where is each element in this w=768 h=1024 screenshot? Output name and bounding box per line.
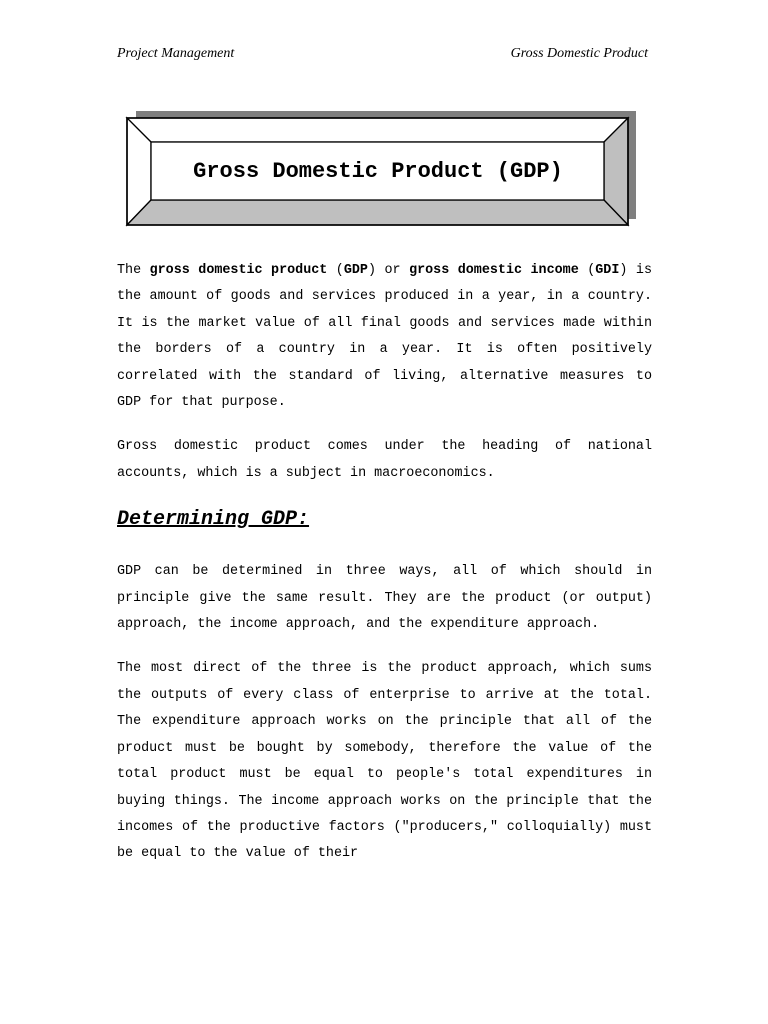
- text-run: The: [117, 263, 150, 278]
- bold-term: GDP: [343, 263, 368, 278]
- text-run: ) is the amount of goods and services produced in a year, in a country. It is the market value of all final goods and services made within the borders of a country in a year. It is often positively correlated with the standard of living, alternative measures to GDP for that purpose.: [117, 263, 652, 411]
- document-body: [117, 258, 652, 886]
- text-run: (: [578, 263, 596, 278]
- paragraph-approaches: The most direct of the three is the product approach, which sums the outputs of every class of enterprise to arrive at the total. The expenditure approach works on the principle that all of the product must be bought by somebody, therefore the value of the total product must be equal to people's total expenditures in buying things. The income approach works on the principle that the incomes of the productive factors ("producers," colloquially) must be equal to the value of their: [117, 661, 652, 862]
- paragraph-intro: [117, 258, 652, 416]
- bold-term: GDI: [595, 263, 620, 278]
- paragraph-national-accounts: Gross domestic product comes under the heading of national accounts, which is a subject in macroeconomics.: [117, 439, 652, 481]
- header-left: Project Management: [117, 46, 235, 61]
- text-run: ) or: [367, 263, 410, 278]
- text-run: (: [327, 263, 344, 278]
- header-right: Gross Domestic Product: [510, 46, 648, 61]
- bold-term: gross domestic product: [149, 263, 328, 278]
- paragraph-three-ways: GDP can be determined in three ways, all of which should in principle give the same result. They are the product (or output) approach, the income approach, and the expenditure approach.: [117, 564, 652, 633]
- bold-term: gross domestic income: [409, 263, 579, 278]
- section-heading: Determining GDP:: [117, 508, 310, 532]
- document-title: Gross Domestic Product (GDP): [193, 158, 563, 184]
- page-header: [117, 46, 648, 62]
- title-box: [127, 118, 629, 226]
